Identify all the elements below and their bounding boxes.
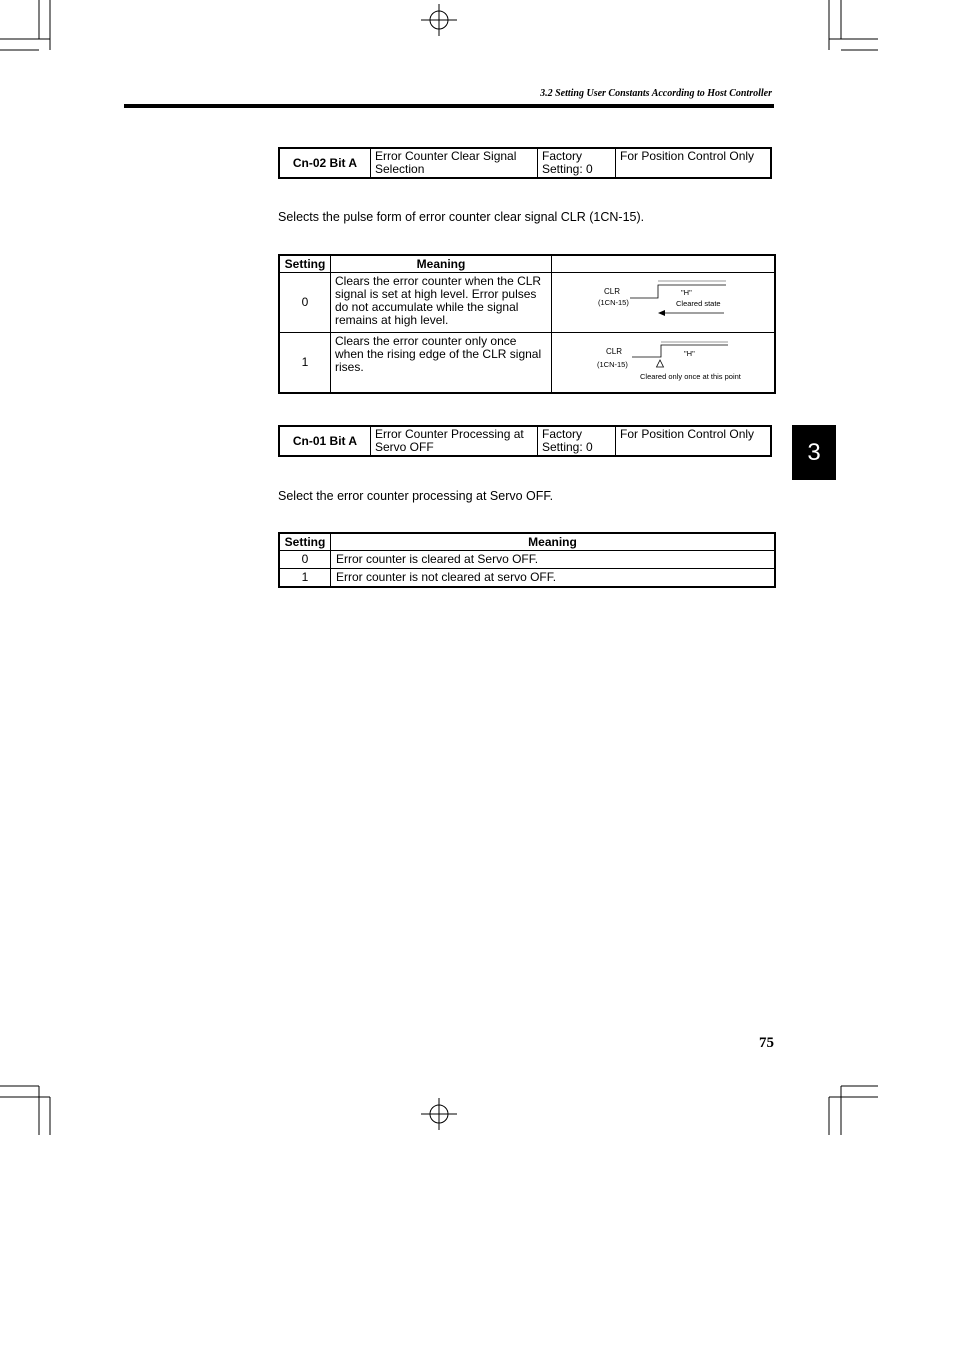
param1-description: Selects the pulse form of error counter clear signal CLR (1CN-15). xyxy=(278,210,645,224)
diagram-level-label: "H" xyxy=(681,288,692,297)
param-name: Error Counter Clear Signal Selection xyxy=(371,148,538,178)
table-row xyxy=(279,569,775,587)
setting-meaning: Error counter is cleared at Servo OFF. xyxy=(331,551,776,569)
diagram-pin-label: (1CN-15) xyxy=(597,360,628,369)
param-box-cn02-bit-a xyxy=(278,147,772,179)
diagram-signal-label: CLR xyxy=(606,347,623,356)
table-row xyxy=(279,551,775,569)
servo-off-setting-table xyxy=(278,532,776,588)
column-header-setting: Setting xyxy=(279,533,331,551)
table-row xyxy=(279,333,775,394)
setting-value: 0 xyxy=(279,273,331,333)
param-factory-setting: Factory Setting: 0 xyxy=(538,426,616,456)
column-header-diagram xyxy=(552,255,776,273)
timing-diagram-level xyxy=(552,273,774,329)
diagram-note: Cleared state xyxy=(676,299,721,308)
column-header-setting: Setting xyxy=(279,255,331,273)
column-header-meaning: Meaning xyxy=(331,533,776,551)
setting-value: 1 xyxy=(279,333,331,394)
header-rule xyxy=(124,104,774,108)
diagram-note: Cleared only once at this point xyxy=(640,372,741,381)
table-row xyxy=(279,273,775,333)
section-header: 3.2 Setting User Constants According to Host Controller xyxy=(540,88,772,99)
param-box-cn01-bit-a xyxy=(278,425,772,457)
page-number: 75 xyxy=(759,1035,774,1051)
signal-waveform xyxy=(630,285,726,298)
setting-meaning: Clears the error counter when the CLR signal is set at high level. Error pulses do not accumulate while the signal remains at high level. xyxy=(331,273,552,333)
param-name: Error Counter Processing at Servo OFF xyxy=(371,426,538,456)
setting-meaning: Clears the error counter only once when the rising edge of the CLR signal rises. xyxy=(331,333,552,394)
param-code: Cn-01 Bit A xyxy=(279,426,371,456)
param-factory-setting: Factory Setting: 0 xyxy=(538,148,616,178)
diagram-pin-label: (1CN-15) xyxy=(598,298,629,307)
timing-diagram-cell xyxy=(552,273,776,333)
column-header-meaning: Meaning xyxy=(331,255,552,273)
diagram-signal-label: CLR xyxy=(604,287,621,296)
timing-diagram-cell xyxy=(552,333,776,394)
timing-diagram-edge xyxy=(552,333,774,389)
param-applies: For Position Control Only xyxy=(616,426,772,456)
signal-waveform xyxy=(632,345,728,357)
setting-value: 1 xyxy=(279,569,331,587)
arrow-head-icon xyxy=(658,310,665,316)
setting-meaning: Error counter is not cleared at servo OFF. xyxy=(331,569,776,587)
param-applies: For Position Control Only xyxy=(616,148,772,178)
param2-description: Select the error counter processing at Servo OFF. xyxy=(278,489,554,503)
param-code: Cn-02 Bit A xyxy=(279,148,371,178)
table-header-row xyxy=(279,255,775,273)
table-header-row xyxy=(279,533,775,551)
chapter-tab: 3 xyxy=(792,425,836,480)
diagram-level-label: "H" xyxy=(684,349,695,358)
setting-value: 0 xyxy=(279,551,331,569)
triangle-marker-icon xyxy=(657,360,664,367)
clr-setting-table xyxy=(278,254,776,394)
